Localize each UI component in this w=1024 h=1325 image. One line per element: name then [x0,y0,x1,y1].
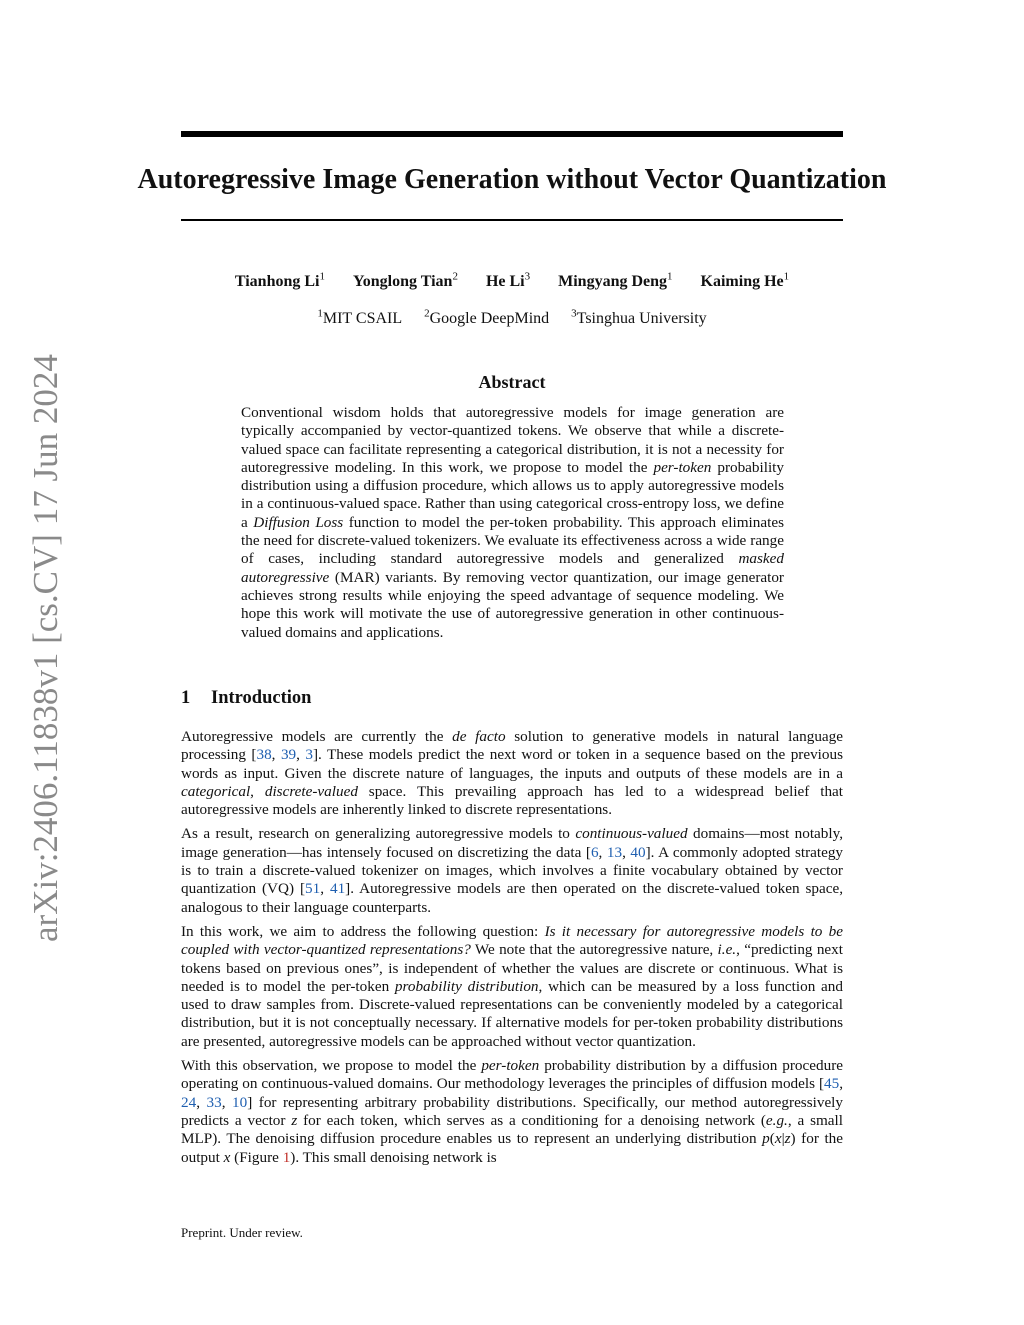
emphasis: e.g. [765,1111,788,1129]
affiliation: $^3$Tsinghua University [571,308,707,328]
paper-title: Autoregressive Image Generation without Vector Quantization [137,164,887,195]
introduction-body [181,728,843,1173]
affiliation: $^1$MIT CSAIL [317,308,403,328]
page-footer: Preprint. Under review. [181,1225,303,1240]
emphasis: categorical [181,782,251,800]
math-symbol: z [291,1111,298,1129]
paragraph: In this work, we aim to address the following question: Is it necessary for autoregressive models to be coupled with vector-quantized representations? We note that the autoregressive nature, i.e., “predicting next tokens based on previous ones”, is independent of whether the values are discrete or continuous. What is needed is to model the per-token probability distribution, which can be measured by a loss function and used to draw samples from. Discrete-valued representations can be conveniently modeled by a categorical distribution, but it is not conceptually necessary. If alternative models for per-token probability distributions are presented, autoregressive models can be approached without vector quantization. [181,922,844,1050]
affiliation: $^2$Google DeepMind [424,308,550,328]
citation-link[interactable]: 41 [329,880,346,898]
emphasis: Diffusion Loss [253,513,344,531]
author: He Li$^3$ [485,271,531,291]
affiliation-list [100,303,924,330]
author: Yonglong Tian$^2$ [352,271,458,291]
author: Mingyang Deng$^1$ [558,271,673,291]
arxiv-identifier: arXiv:2406.11838v1 [cs.CV] 17 Jun 2024 [26,354,65,942]
emphasis: continuous-valued [575,825,688,843]
section-heading-introduction [181,686,311,710]
citation-link[interactable]: 24 [181,1093,197,1111]
citation-link[interactable]: 10 [232,1093,248,1111]
section-number: 1 [181,688,191,708]
abstract-heading: Abstract [478,372,546,392]
paragraph: As a result, research on generalizing autoregressive models to continuous-valued domains—most notably, image generation—has intensely focused on discretizing the data [6, 13, 40]. A commonly adopted strategy is to train a discrete-valued tokenizer on images, which involves a finite vocabulary obtained by vector quantization (VQ) [51, 41]. Autoregressive models are then operated on the discrete-valued token space, analogous to their language counterparts. [181,825,844,916]
citation-link[interactable]: 38 [256,746,272,764]
abstract-text: Conventional wisdom holds that autoregressive models for image generation are typically accompanied by vector-quantized tokens. We observe that while a discrete-valued space can facilitate representing a categorical distribution, it is not a necessity for autoregressive modeling. In this work, we propose to model the per-token probability distribution using a diffusion procedure, which allows us to apply autoregressive models in a continuous-valued space. Rather than using categorical cross-entropy loss, we define a Diffusion Loss function to model the per-token probability. This approach eliminates the need for discrete-valued tokenizers. We evaluate its effectiveness across a wide range of cases, including standard autoregressive models and generalized masked autoregressive (MAR) variants. By removing vector quantization, our image generator achieves strong results while enjoying the speed advantage of sequence modeling. We hope this work will motivate the use of autoregressive generation in other continuous-valued domains and applications. [241,404,784,641]
emphasis: discrete-valued [264,782,358,800]
emphasis: probability distribution [394,977,539,995]
author-list [100,266,924,293]
citation-link[interactable]: 6 [590,843,599,861]
citation-link[interactable]: 45 [824,1075,840,1093]
math-symbol: p [762,1130,770,1148]
citation-link[interactable]: 39 [280,746,297,764]
math-symbol: z [784,1130,791,1148]
author: Kaiming He$^1$ [700,271,790,291]
citation-link[interactable]: 13 [606,843,623,861]
emphasis: per-token [481,1057,540,1075]
emphasis: per-token [653,458,712,476]
figure-link[interactable]: 1 [282,1148,291,1166]
citation-link[interactable]: 40 [630,843,646,861]
emphasis: masked autoregressive [241,550,784,586]
math-symbol: x [223,1148,231,1166]
citation-link[interactable]: 33 [206,1093,222,1111]
section-title: Introduction [211,688,312,708]
emphasis: Is it necessary for autoregressive models to be coupled with vector-quantized representations? [181,922,844,959]
author: Tianhong Li$^1$ [234,271,325,291]
citation-link[interactable]: 51 [305,880,321,898]
paragraph: With this observation, we propose to model the per-token probability distribution by a diffusion procedure operating on continuous-valued domains. Our methodology leverages the principles of diffusion models [45, 24, 33, 10] for representing arbitrary probability distributions. Specifically, our method autoregressively predicts a vector z for each token, which serves as a conditioning for a denoising network (e.g., a small MLP). The denoising diffusion procedure enables us to represent an underlying distribution p(x|z) for the output x (Figure 1). This small denoising network is [181,1057,843,1166]
paragraph: Autoregressive models are currently the de facto solution to generative models in natural language processing [38, 39, 3]. These models predict the next word or token in a sequence based on the previous words as input. Given the discrete nature of languages, the inputs and outputs of these models are in a categorical, discrete-valued space. This prevailing approach has led to a widespread belief that autoregressive models are inherently linked to discrete representations. [181,728,844,819]
citation-link[interactable]: 3 [305,746,313,764]
math-symbol: x [774,1130,782,1148]
emphasis: de facto [452,728,506,745]
title-rule-bottom [181,219,843,221]
title-rule-top [181,131,843,137]
emphasis: i.e. [717,941,737,959]
